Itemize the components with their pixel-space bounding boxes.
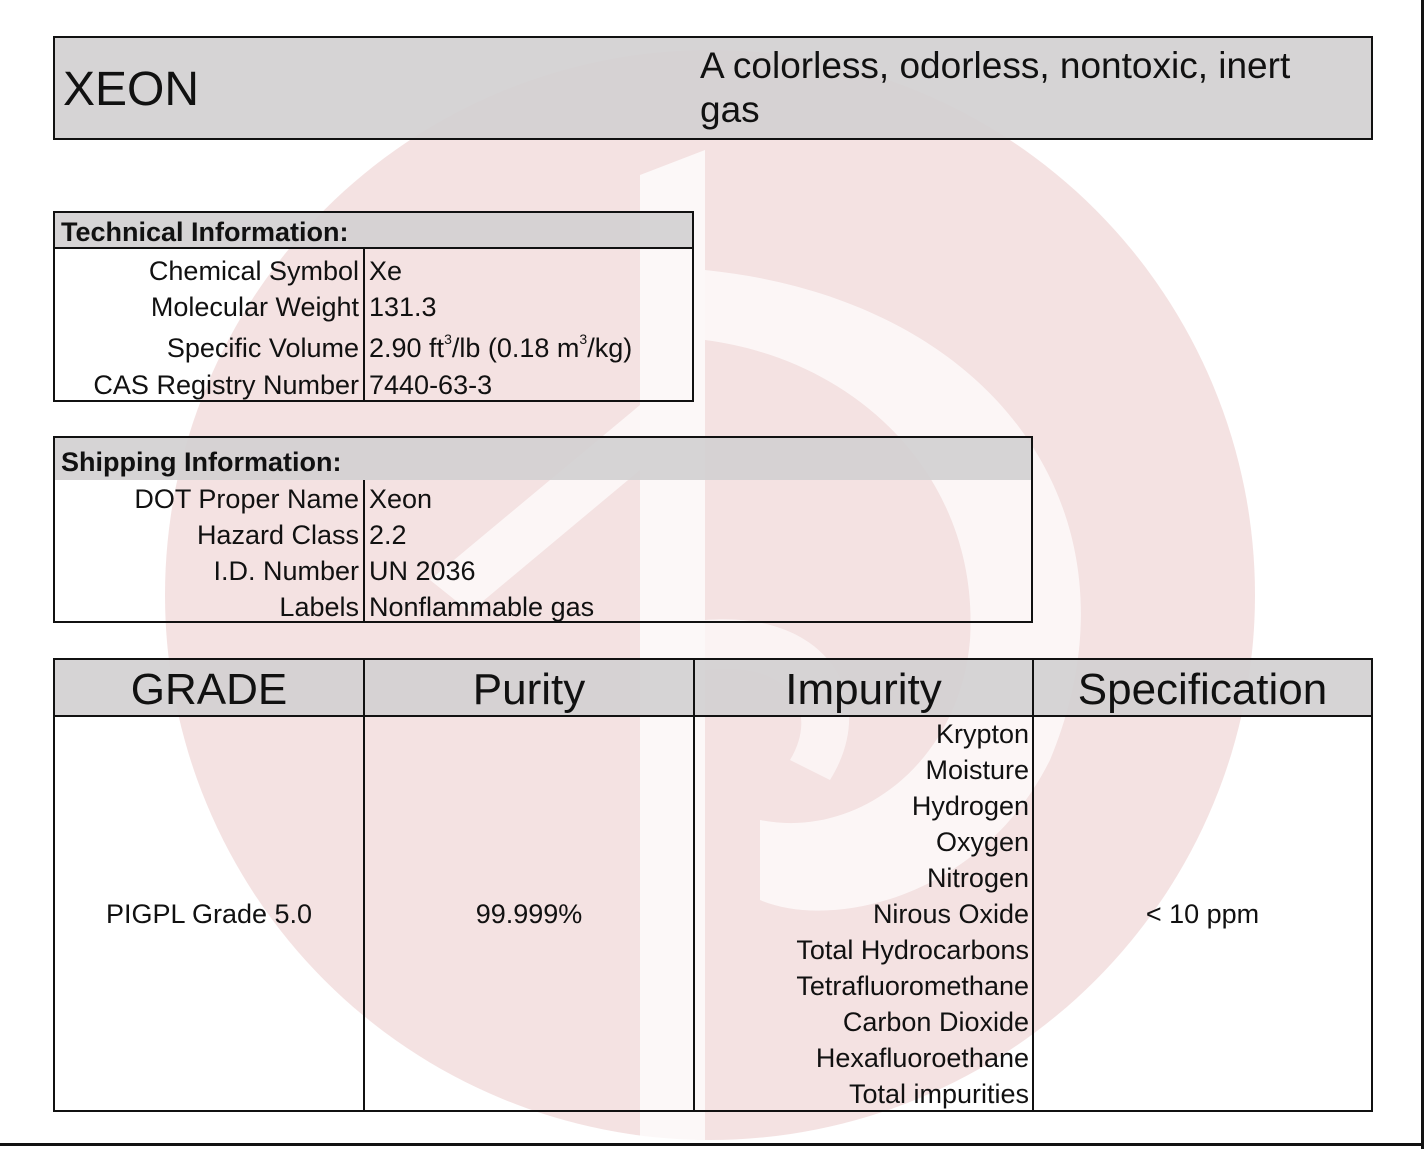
header-specification: Specification (1077, 665, 1328, 714)
column-divider (363, 660, 365, 1110)
value-labels: Nonflammable gas (369, 592, 595, 622)
value-dot-proper-name: Xeon (369, 484, 433, 514)
label-hazard-class: Hazard Class (196, 520, 359, 550)
impurity-item: Nitrogen (926, 863, 1029, 893)
product-description: A colorless, odorless, nontoxic, inert gas (700, 45, 1291, 130)
page-border-bottom (0, 1143, 1424, 1146)
value-hazard-class: 2.2 (369, 520, 407, 550)
label-id-number: I.D. Number (213, 556, 359, 586)
impurity-item: Tetrafluoromethane (796, 971, 1029, 1001)
specific-volume-part-a: 2.90 ft (369, 333, 445, 363)
grade-table (53, 658, 1373, 1112)
value-chemical-symbol: Xe (369, 256, 403, 286)
label-chemical-symbol: Chemical Symbol (148, 256, 359, 286)
impurity-item: Krypton (935, 719, 1029, 749)
column-divider (1032, 660, 1034, 1110)
page-border-right (1421, 0, 1424, 1149)
impurity-item: Hexafluoroethane (815, 1043, 1029, 1073)
label-dot-proper-name: DOT Proper Name (134, 484, 359, 514)
label-cas-number: CAS Registry Number (93, 370, 359, 400)
title-bar (53, 36, 1373, 140)
impurity-item: Oxygen (935, 827, 1029, 857)
impurity-item: Carbon Dioxide (842, 1007, 1029, 1037)
impurity-item: Hydrogen (911, 791, 1029, 821)
value-specific-volume (369, 330, 632, 366)
technical-info-panel (53, 211, 694, 402)
grade-value: PIGPL Grade 5.0 (105, 899, 313, 929)
label-labels: Labels (279, 592, 359, 622)
value-cas-number: 7440-63-3 (369, 370, 493, 400)
purity-value: 99.999% (475, 899, 583, 929)
impurity-item: Moisture (925, 755, 1029, 785)
impurity-item: Total impurities (848, 1079, 1029, 1109)
label-molecular-weight: Molecular Weight (150, 292, 359, 322)
superscript-a: 3 (444, 331, 452, 347)
value-molecular-weight: 131.3 (369, 292, 437, 322)
column-divider (693, 660, 695, 1110)
column-divider (363, 249, 365, 400)
header-purity: Purity (472, 665, 586, 714)
specification-value: < 10 ppm (1145, 899, 1260, 929)
header-grade: GRADE (130, 665, 288, 714)
value-id-number: UN 2036 (369, 556, 476, 586)
product-name: XEON (63, 63, 200, 116)
technical-info-heading: Technical Information: (55, 213, 692, 249)
column-divider (363, 480, 365, 621)
label-specific-volume: Specific Volume (166, 333, 359, 363)
superscript-b: 3 (579, 331, 588, 347)
header-impurity: Impurity (785, 665, 942, 714)
specific-volume-part-b: /lb (0.18 m (451, 333, 580, 363)
shipping-info-panel (53, 436, 1033, 623)
impurity-item: Nirous Oxide (872, 899, 1029, 929)
shipping-info-heading: Shipping Information: (55, 438, 1031, 480)
impurity-item: Total Hydrocarbons (796, 935, 1029, 965)
specific-volume-part-c: /kg) (587, 333, 633, 363)
